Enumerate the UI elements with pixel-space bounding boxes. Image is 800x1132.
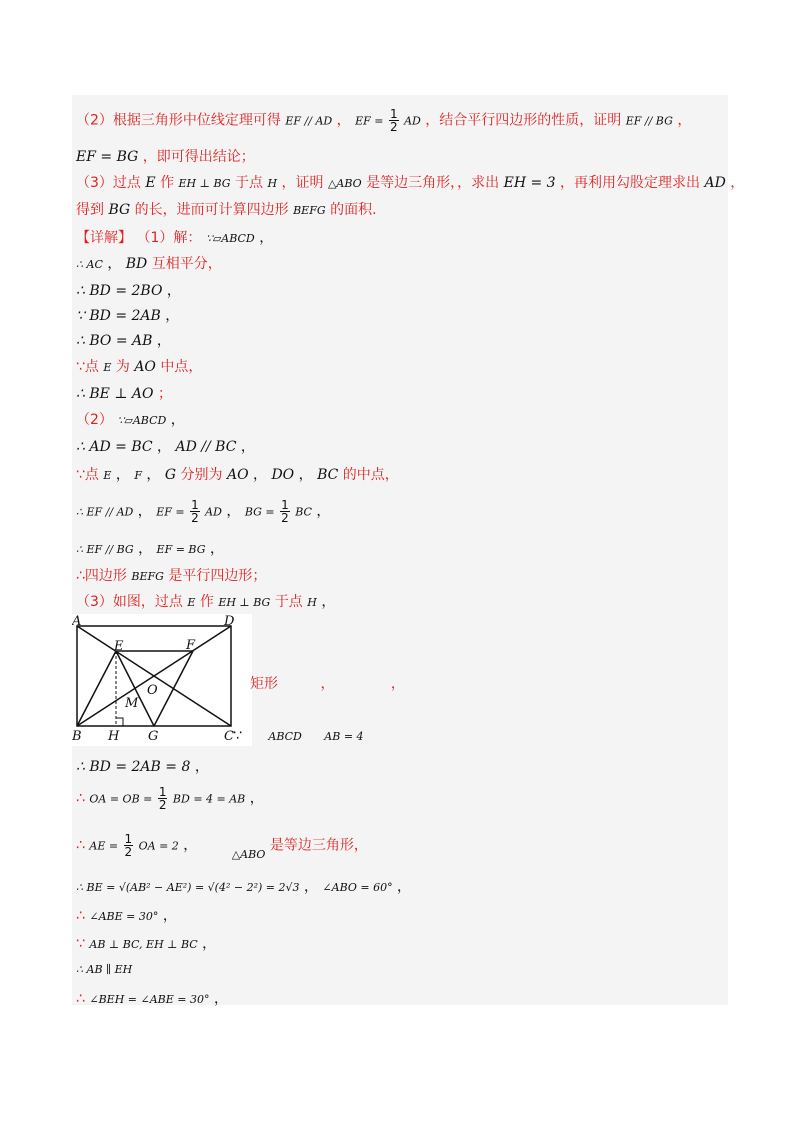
text: 于点 [235, 175, 264, 191]
text: ， [157, 439, 172, 455]
step-line [76, 961, 132, 977]
text: ，再利用勾股定理求出 [560, 175, 701, 191]
text: 作 [199, 594, 214, 610]
text: （2）根据三角形中位线定理可得 [76, 112, 281, 129]
text: ， [146, 467, 161, 483]
formula: ∴ BD = 2AB = 8 [76, 759, 191, 775]
hint-line-2 [76, 108, 691, 133]
formula: EH ⊥ BG [218, 596, 271, 609]
step-line [76, 591, 335, 611]
formula: H [267, 177, 278, 190]
text: 于点 [274, 594, 303, 610]
formula: EF = BG [156, 543, 206, 556]
figure-side-text [250, 673, 405, 693]
text: 为 [115, 359, 130, 375]
point-label-f: F [186, 638, 196, 653]
point-label-c: C [224, 729, 234, 744]
text: ， [321, 594, 336, 610]
formula: ∴ EF // AD [76, 505, 134, 519]
text: ， [156, 333, 171, 349]
formula: ∠BEH = ∠ABE = 30° [89, 993, 210, 1006]
text: （3）如图，过点 [76, 594, 183, 610]
text: ， [213, 991, 228, 1007]
text: ∵ [233, 728, 242, 744]
text: ，证明 [281, 175, 324, 191]
formula: ∵▱ABCD [205, 232, 255, 245]
formula: AB ⊥ BC, EH ⊥ BC [89, 938, 198, 951]
text: ， [138, 541, 153, 557]
text: 作 [160, 175, 175, 191]
step-line [76, 876, 411, 896]
text: ， [336, 112, 351, 129]
formula: AD [404, 114, 421, 128]
text: ， [298, 467, 313, 483]
formula: ∠ABO = 60° [322, 881, 393, 894]
point-label-m: M [125, 696, 139, 711]
formula: EF = [156, 505, 185, 519]
formula: BC [317, 467, 339, 483]
text: ， [397, 879, 412, 895]
formula: EF // BG [625, 114, 673, 128]
step-line [76, 305, 179, 325]
formula: △ABO [327, 177, 362, 190]
formula: ∴ AC [76, 258, 103, 271]
formula: ∴ BE = √(AB² − AE²) = √(4² − 2²) = 2√3 [76, 881, 300, 894]
text: ∴ [76, 837, 85, 854]
formula: △ABO [231, 847, 266, 861]
formula: ∴ AB ∥ EH [76, 963, 133, 976]
text: ，结合平行四边形的性质，证明 [425, 112, 622, 129]
formula: BEFG [293, 204, 326, 217]
text: ， [194, 759, 209, 775]
text: （3）过点 [76, 175, 141, 191]
text: ， [303, 879, 318, 895]
formula: BD = 4 = AB [172, 792, 246, 806]
text: ； [157, 386, 172, 402]
text: 得到 [76, 202, 104, 218]
fraction-half: $\frac{1}{2}$ [281, 498, 289, 525]
text: ∴四边形 [76, 568, 127, 584]
formula: ∴ AD = BC [76, 439, 153, 455]
text: ∴ [76, 991, 85, 1007]
formula: AD [704, 175, 726, 191]
step-line [76, 756, 209, 776]
text: 是平行四边形； [168, 568, 267, 584]
text: （2） [76, 412, 113, 428]
formula: EF // AD [285, 114, 333, 128]
step-line [76, 409, 185, 429]
fraction-half: $\frac{1}{2}$ [191, 498, 199, 525]
formula: E [145, 175, 156, 191]
fraction-half: $\frac{1}{2}$ [124, 832, 133, 859]
hint-line-2b [76, 146, 255, 166]
text: ， [165, 308, 180, 324]
formula: G [164, 467, 177, 483]
formula: ∠ABE = 30° [89, 910, 159, 923]
point-label-b: B [72, 729, 82, 744]
formula: AO [134, 359, 156, 375]
text: ， [253, 467, 267, 483]
point-label-a: A [72, 614, 82, 629]
text: 的面积. [330, 202, 377, 218]
hint-line-4 [76, 199, 377, 219]
text: ，即可得出结论； [142, 149, 255, 165]
formula: BC [295, 505, 312, 519]
formula: F [134, 469, 142, 482]
formula: EF = BG [76, 149, 139, 165]
formula: ∴ EF // BG [76, 543, 134, 556]
formula: BG = [244, 505, 275, 519]
formula: AB = 4 [324, 730, 364, 743]
step-line [76, 988, 228, 1008]
text: 互相平分， [151, 256, 222, 272]
text: ∵点 [76, 359, 99, 375]
point-label-g: G [148, 729, 159, 744]
step-line [233, 728, 364, 744]
step-line [76, 499, 330, 524]
formula: DO [271, 467, 295, 483]
text: （1）解： [136, 230, 202, 246]
point-label-h: H [108, 729, 120, 744]
step-line [76, 356, 202, 376]
formula: E [103, 469, 112, 482]
geometry-figure [72, 614, 252, 746]
point-label-o: O [147, 683, 158, 698]
text: 中点， [160, 359, 203, 375]
formula: EH ⊥ BG [178, 177, 231, 190]
formula: ∴ BE ⊥ AO [76, 386, 154, 402]
text: ， [183, 837, 198, 854]
step-line [76, 436, 255, 456]
text: ， [137, 503, 152, 520]
solution-heading [76, 227, 273, 247]
text: ， [730, 175, 745, 191]
text: 的中点， [342, 467, 399, 483]
text: ， [677, 112, 692, 129]
text: ， [259, 230, 274, 246]
formula: EH = 3 [503, 175, 556, 191]
text: ， [170, 412, 185, 428]
text: 分别为 [180, 467, 223, 483]
formula: ∴ BD = 2BO [76, 283, 163, 299]
text: ， [162, 908, 177, 924]
step-line [76, 905, 177, 925]
fraction-half: $\frac{1}{2}$ [158, 785, 167, 812]
point-label-e: E [114, 639, 124, 654]
formula: BG [108, 202, 131, 218]
step-line [76, 832, 368, 861]
step-line [76, 933, 216, 953]
step-line [76, 253, 222, 273]
step-line [76, 330, 171, 350]
step-line [76, 464, 399, 484]
step-line [76, 565, 266, 585]
text: ， [107, 256, 122, 272]
text: ， [320, 676, 335, 692]
text: 矩形 [250, 676, 278, 692]
text: ∵ [76, 936, 85, 952]
text: ∴ [76, 790, 85, 807]
text: ， [166, 283, 181, 299]
formula: ∵▱ABCD [117, 414, 167, 427]
formula: E [187, 596, 196, 609]
formula: OA = OB = [89, 792, 153, 806]
point-label-d: D [224, 614, 235, 629]
text: ， [209, 541, 224, 557]
formula: AD [205, 505, 222, 519]
formula: ABCD [268, 730, 302, 743]
text: ∵点 [76, 467, 99, 483]
text: 是等边三角形， [269, 837, 368, 854]
text: ， [202, 936, 217, 952]
text: ， [249, 790, 264, 807]
text: ， [316, 503, 331, 520]
formula: ∴ BO = AB [76, 333, 153, 349]
text: ， [390, 676, 405, 692]
step-line [76, 280, 181, 300]
text: ， [115, 467, 130, 483]
formula: ∵ BD = 2AB [76, 308, 161, 324]
text: ， [240, 439, 255, 455]
formula: BEFG [131, 570, 164, 583]
formula: BD [125, 256, 148, 272]
formula: EF = [355, 114, 384, 128]
step-line [76, 538, 224, 558]
detail-tag: 【详解】 [76, 230, 132, 246]
hint-line-3 [76, 172, 744, 192]
step-line [76, 383, 172, 403]
text: 是等边三角形，，求出 [366, 175, 500, 191]
formula: OA = 2 [138, 839, 179, 853]
formula: AE = [89, 839, 119, 853]
text: ， [226, 503, 241, 520]
fraction-half: $\frac{1}{2}$ [389, 107, 398, 134]
text: 的长，进而可计算四边形 [134, 202, 289, 218]
formula: H [307, 596, 317, 609]
formula: AD // BC [175, 439, 237, 455]
formula: AO [226, 467, 249, 483]
text: ∴ [76, 908, 85, 924]
step-line [76, 786, 264, 811]
formula: E [103, 361, 112, 374]
